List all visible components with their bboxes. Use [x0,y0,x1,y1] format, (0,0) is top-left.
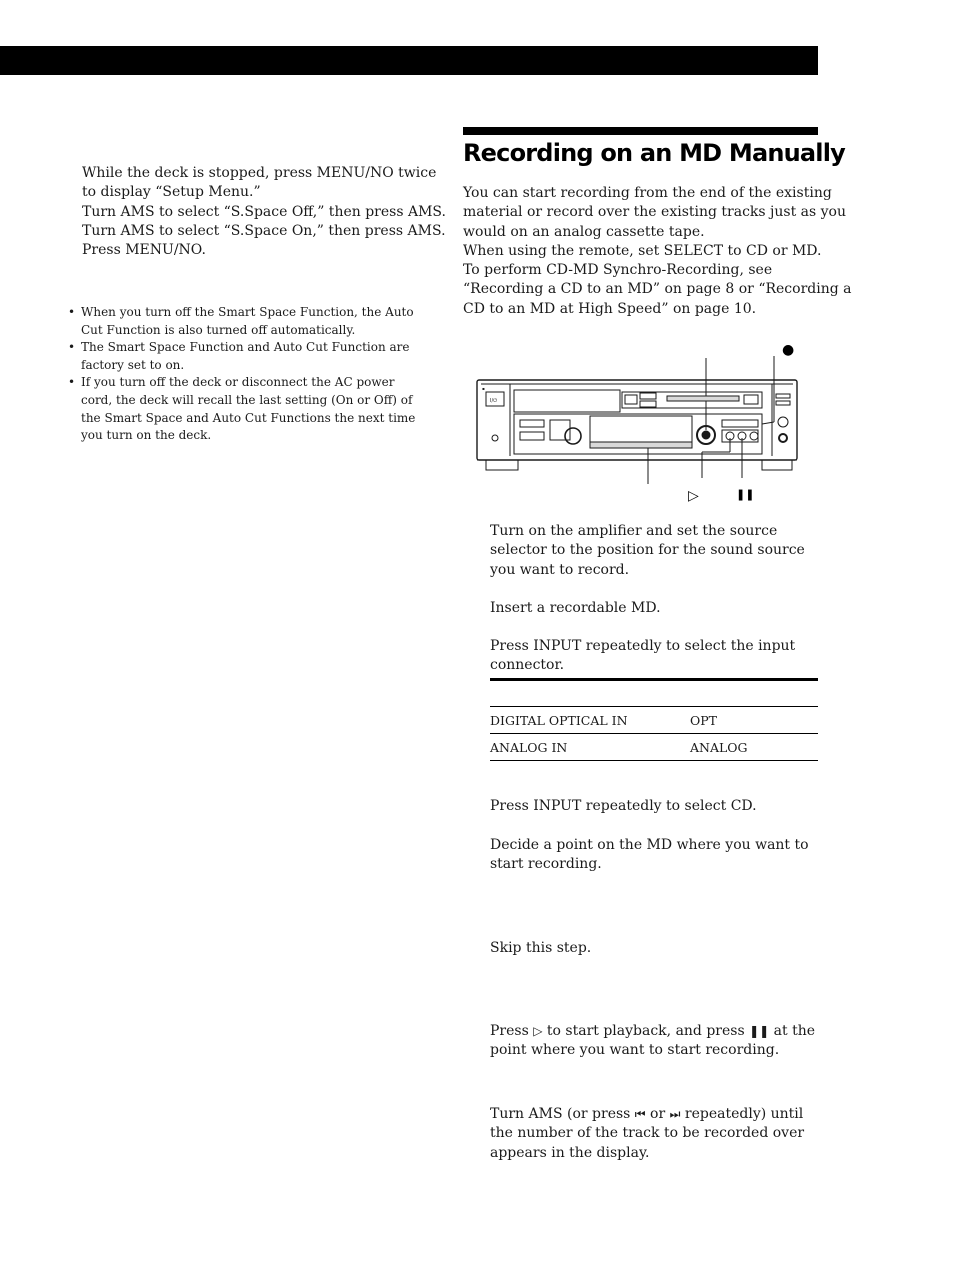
step-6: Skip this step. [490,940,592,956]
svg-text:▪: ▪ [482,386,485,391]
connector-cell: ANALOG IN [490,740,568,755]
step-7-text: to start playback, and press [542,1023,750,1039]
pause-icon: ❚❚ [749,1024,770,1038]
step-line: Press MENU/NO. [82,242,206,259]
power-label: I/⏻ [490,398,498,404]
notes-list [66,304,426,445]
smart-space-steps [82,164,446,260]
step-8-text: or [645,1106,670,1122]
section-rule [463,127,818,135]
step-4: Press INPUT repeatedly to select CD. [490,798,757,814]
section-heading: Recording on an MD Manually [463,139,846,167]
step-line: Turn AMS to select “S.Space Off,” then press AMS. [82,203,446,220]
intro-line: When using the remote, set SELECT to CD or MD. [463,242,822,259]
connector-cell: DIGITAL OPTICAL IN [490,713,628,728]
table-row [490,733,818,761]
note-item: • If you turn off the deck or disconnect the AC power cord, the deck will recall the last setting (On or Off) of the Smart Space and Auto Cut Functions the next time you turn on the deck. [66,374,426,444]
intro-line: CD to an MD at High Speed” on page 10. [463,300,757,317]
step-7 [490,1022,818,1061]
step-1: Turn on the amplifier and set the source selector to the position for the sound source you want to record. [490,523,805,578]
next-track-icon: ⏭ [669,1107,681,1121]
step-line: While the deck is stopped, press MENU/NO twice [82,165,437,181]
play-symbol: ▷ [688,488,699,503]
step-line: to display “Setup Menu.” [82,184,261,201]
intro-line: would on an analog cassette tape. [463,223,705,240]
table-head-rule [490,678,818,681]
previous-track-icon: ⏮ [634,1107,646,1121]
display-cell: OPT [690,713,717,728]
pause-symbol: ❚❚ [736,488,755,501]
step-3: Press INPUT repeatedly to select the input connector. [490,638,796,674]
step-5: Decide a point on the MD where you want to start recording. [490,837,809,873]
table-row [490,706,818,734]
step-8-text: repeatedly) until the number of the track to be recorded over appears in the display. [490,1106,805,1161]
step-7-text: at the point where you want to start recording. [490,1023,816,1059]
display-cell: ANALOG [690,740,748,755]
intro-line: “Recording a CD to an MD” on page 8 or “Recording a [463,281,852,298]
note-item: • When you turn off the Smart Space Function, the Auto Cut Function is also turned off automatically. [66,304,426,339]
note-item: • The Smart Space Function and Auto Cut Function are factory set to on. [66,339,426,374]
play-icon: ▷ [533,1024,543,1038]
table-bottom-rule [490,760,818,761]
deck-illustration [470,338,810,503]
intro-line: material or record over the existing tracks just as you [463,204,846,221]
header-bar [0,46,818,75]
step-2: Insert a recordable MD. [490,600,661,616]
record-symbol: ● [782,342,795,358]
step-8-text: Turn AMS (or press [490,1106,635,1122]
intro-line: You can start recording from the end of the existing [463,185,832,201]
step-7-text: Press [490,1023,534,1039]
section-intro [463,184,852,319]
step-line: Turn AMS to select “S.Space On,” then press AMS. [82,222,446,239]
intro-line: To perform CD-MD Synchro-Recording, see [463,262,773,279]
step-8 [490,1105,818,1163]
